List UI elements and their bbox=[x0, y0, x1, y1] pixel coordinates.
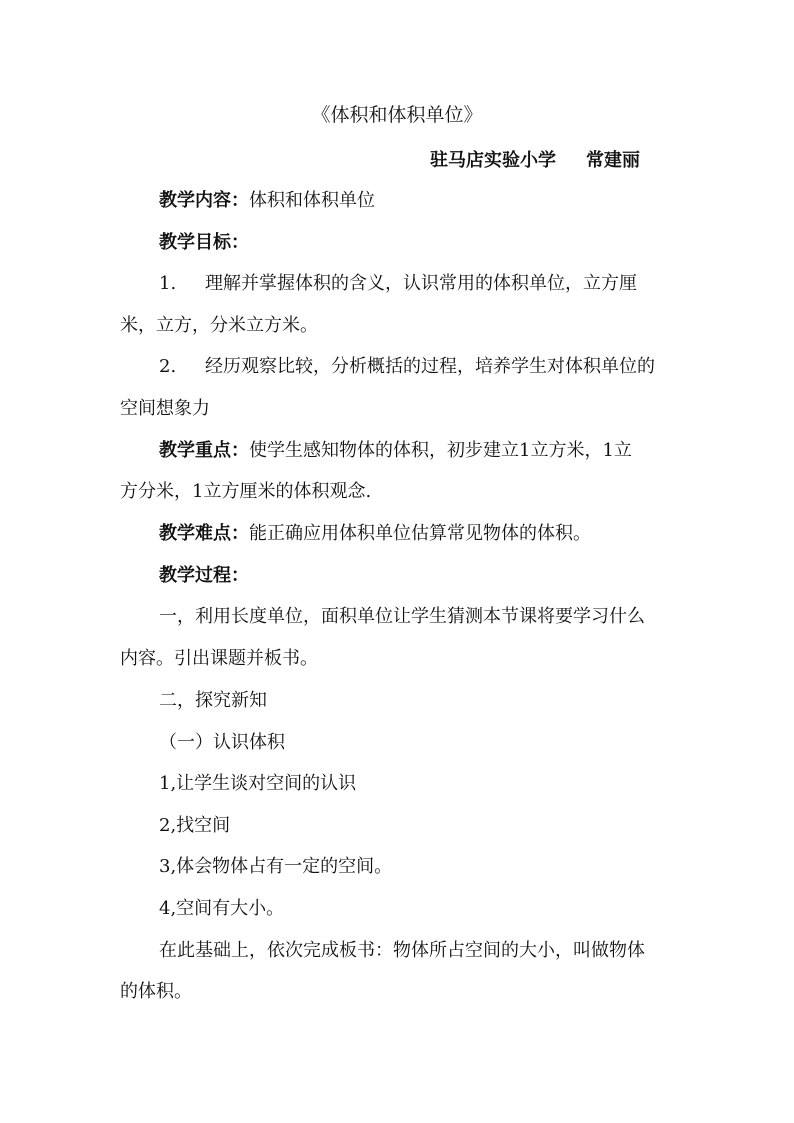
process-conclusion-line1: 在此基础上，依次完成板书：物体所占空间的大小，叫做物体 bbox=[159, 940, 645, 961]
process-label: 教学过程： bbox=[159, 565, 249, 586]
teaching-content-text: 体积和体积单位 bbox=[249, 190, 375, 211]
teaching-content bbox=[159, 189, 375, 213]
author-line bbox=[430, 149, 640, 173]
process-item-1: 1,让学生谈对空间的认识 bbox=[159, 773, 357, 794]
objective-1-line1 bbox=[159, 272, 637, 296]
objective-2-line2: 空间想象力 bbox=[120, 398, 210, 419]
process-step1-line1: 一，利用长度单位，面积单位让学生猜测本节课将要学习什么 bbox=[159, 606, 645, 627]
school-name: 驻马店实验小学 bbox=[430, 150, 556, 171]
process-item-2: 2,找空间 bbox=[159, 815, 231, 836]
difficulties-label: 教学难点： bbox=[159, 523, 249, 544]
process-step1-line2: 内容。引出课题并板书。 bbox=[120, 648, 318, 669]
process-item-4: 4,空间有大小。 bbox=[159, 898, 285, 919]
process-step2: 二，探究新知 bbox=[159, 690, 267, 711]
objectives-label: 教学目标： bbox=[159, 232, 249, 253]
teaching-content-label: 教学内容： bbox=[159, 190, 249, 211]
process-sub1: （一）认识体积 bbox=[159, 732, 285, 753]
objective-2-text: 经历观察比较，分析概括的过程，培养学生对体积单位的 bbox=[205, 356, 655, 377]
objective-2-number: 2. bbox=[159, 356, 177, 377]
difficulties-text: 能正确应用体积单位估算常见物体的体积。 bbox=[249, 523, 591, 544]
key-points-label: 教学重点： bbox=[159, 440, 249, 461]
objective-1-line2: 米，立方，分米立方米。 bbox=[120, 315, 318, 336]
document-title: 《体积和体积单位》 bbox=[311, 104, 483, 126]
key-points-line2: 方分米，1立方厘米的体积观念. bbox=[120, 481, 372, 502]
process-item-3: 3,体会物体占有一定的空间。 bbox=[159, 856, 393, 877]
key-points-text: 使学生感知物体的体积，初步建立1立方米，1立 bbox=[249, 440, 632, 461]
difficulties bbox=[159, 522, 591, 546]
objective-2-line1 bbox=[159, 355, 655, 379]
process-conclusion-line2: 的体积。 bbox=[120, 981, 192, 1002]
key-points-line1 bbox=[159, 439, 632, 463]
objective-1-number: 1. bbox=[159, 273, 177, 294]
author-name: 常建丽 bbox=[586, 150, 640, 171]
objective-1-text: 理解并掌握体积的含义，认识常用的体积单位，立方厘 bbox=[205, 273, 637, 294]
